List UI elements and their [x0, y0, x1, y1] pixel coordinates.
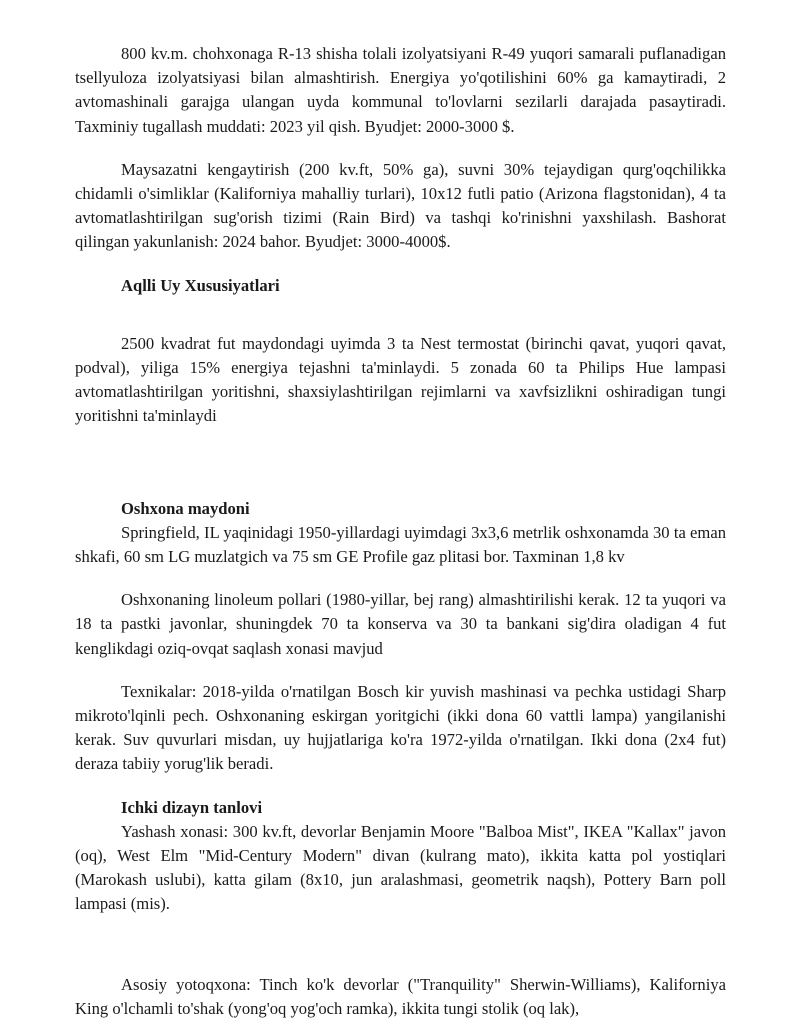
heading-smart-home: Aqlli Uy Xususiyatlari: [121, 275, 280, 295]
paragraph-smart-home: 2500 kvadrat fut maydondagi uyimda 3 ta Nest termostat (birinchi qavat, yuqori qavat, podval), yiliga 15% energiya tejashni ta'minlaydi. 5 zonada 60 ta Philips Hue lampasi avtomatlashtirilgan yoritishni, shaxsiylashtirilgan rejimlarni va xavfsizlikni oshiradigan tungi yoritishni ta'minlaydi: [75, 333, 726, 426]
paragraph-landscaping: Maysazatni kengaytirish (200 kv.ft, 50% ga), suvni 30% tejaydigan qurg'oqchilikka chidamli o'simliklar (Kaliforniya mahalliy turlari), 10x12 futli patio (Arizona flagstonidan), 4 ta avtomatlashtirilgan sug'orish tizimi (Rain Bird) va tashqi ko'rinishni yaxshilash. Bashorat qilingan yakunlanish: 2024 bahor. Byudjet: 3000-4000$.: [75, 159, 726, 252]
paragraph-master-bedroom: Asosiy yotoqxona: Tinch ko'k devorlar ("Tranquility" Sherwin-Williams), Kaliforniya King o'lchamli to'shak (yong'oq yog'och ramka), ikkita tungi stolik (oq lak),: [75, 974, 726, 1018]
paragraph-living-room: Yashash xonasi: 300 kv.ft, devorlar Benjamin Moore "Balboa Mist", IKEA "Kallax" javon (oq), West Elm "Mid-Century Modern" divan (kulrang mato), ikkita katta pol yostiqlari (Marokash uslubi), katta gilam (8x10, jun aralashmasi, geometrik naqsh), Pottery Barn poll lampasi (mis).: [75, 821, 726, 914]
paragraph-kitchen-size: Springfield, IL yaqinidagi 1950-yillardagi uyimdagi 3x3,6 metrlik oshxonamda 30 ta eman shkafi, 60 sm LG muzlatgich va 75 sm GE Profile gaz plitasi bor. Taxminan 1,8 kv: [75, 522, 726, 567]
paragraph-kitchen-appliances: Texnikalar: 2018-yilda o'rnatilgan Bosch kir yuvish mashinasi va pechka ustidagi Sharp mikroto'lqinli pech. Oshxonaning eskirgan yoritgichi (ikki dona 60 vattli lampa) yangilanishi kerak. Suv quvurlari misdan, uy hujjatlariga ko'ra 1972-yilda o'rnatilgan. Ikki dona (2x4 fut) deraza tabiiy yorug'lik beradi.: [75, 681, 726, 774]
heading-interior-design: Ichki dizayn tanlovi: [121, 797, 263, 817]
heading-kitchen: Oshxona maydoni: [121, 498, 250, 518]
paragraph-attic-insulation: 800 kv.m. chohxonaga R-13 shisha tolali izolyatsiyani R-49 yuqori samarali puflanadigan tsellyuloza izolyatsiyasi bilan almashtirish. Energiya yo'qotilishini 60% ga kamaytiradi, 2 avtomashinali garajga ulangan uyda kommunal to'lovlarni sezilarli darajada pasaytiradi. Taxminiy tugallash muddati: 2023 yil qish. Byudjet: 2000-3000 $.: [75, 44, 726, 136]
paragraph-kitchen-floors: Oshxonaning linoleum pollari (1980-yillar, bej rang) almashtirilishi kerak. 12 ta yuqori va 18 ta pastki javonlar, shuningdek 70 ta konserva va 30 ta bankani sig'dira oladigan 4 fut kenglikdagi oziq-ovqat saqlash xonasi mavjud: [75, 590, 726, 658]
